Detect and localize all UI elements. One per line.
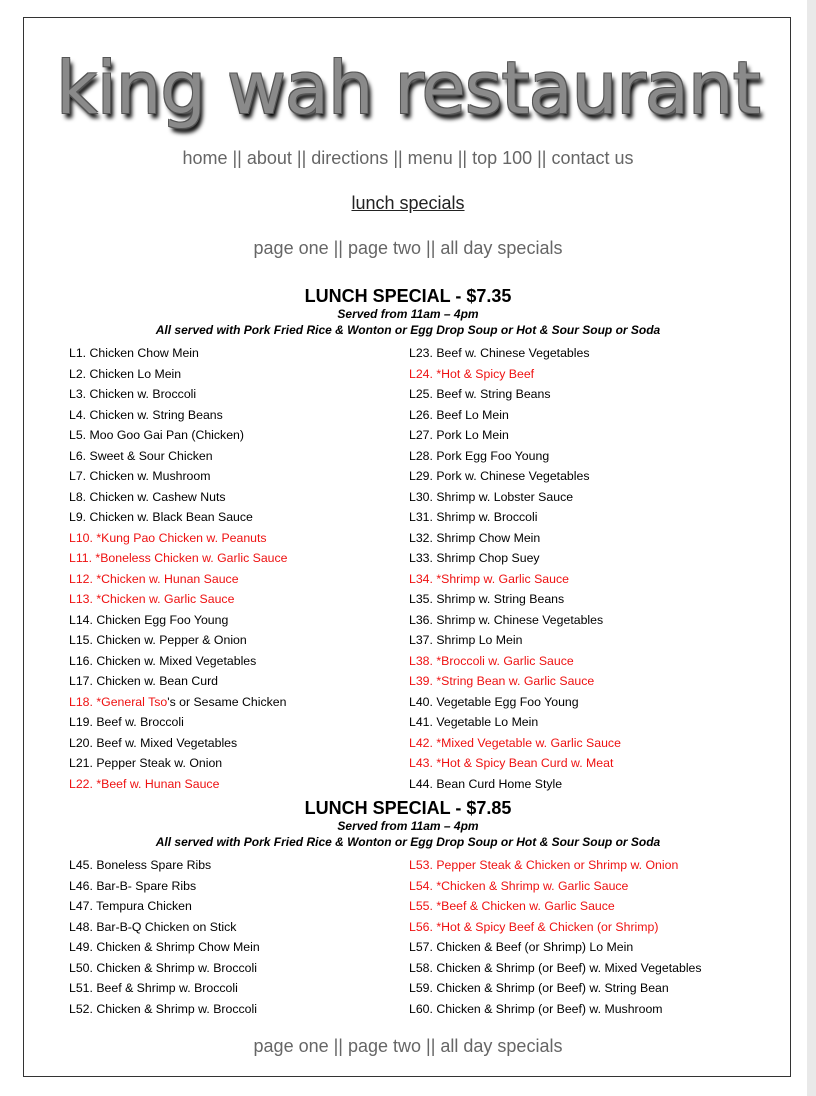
nav-menu-link[interactable]: menu: [407, 148, 453, 168]
menu-item: L10. *Kung Pao Chicken w. Peanuts: [69, 530, 267, 545]
menu-item: L26. Beef Lo Mein: [409, 407, 509, 422]
menu-item: L23. Beef w. Chinese Vegetables: [409, 346, 590, 360]
menu-item: L30. Shrimp w. Lobster Sauce: [409, 489, 574, 504]
menu-item: L17. Chicken w. Bean Curd: [69, 674, 219, 688]
menu-item: L8. Chicken w. Cashew Nuts: [69, 489, 226, 504]
pager-separator: ||: [328, 238, 348, 258]
menu-item: L50. Chicken & Shrimp w. Broccoli: [69, 960, 257, 975]
menu-list-right-735: [409, 343, 621, 794]
lunch-specials-link[interactable]: lunch specials: [351, 193, 465, 213]
menu-item: L37. Shrimp Lo Mein: [409, 633, 523, 647]
menu-item: L53. Pepper Steak & Chicken or Shrimp w. Onion: [409, 858, 679, 872]
menu-item: L48. Bar-B-Q Chicken on Stick: [69, 919, 237, 934]
menu-item: L56. *Hot & Spicy Beef & Chicken (or Shrimp): [409, 919, 659, 934]
menu-item: L7. Chicken w. Mushroom: [69, 469, 211, 483]
all-day-specials-link[interactable]: all day specials: [440, 1036, 563, 1056]
page-frame: [23, 17, 791, 1077]
menu-item-rest: 's or Sesame Chicken: [167, 694, 287, 709]
menu-list-left-735: [69, 343, 288, 794]
menu-item: L2. Chicken Lo Mein: [69, 366, 182, 381]
menu-item: L25. Beef w. String Beans: [409, 387, 551, 401]
nav-separator: ||: [388, 148, 408, 168]
menu-item: L36. Shrimp w. Chinese Vegetables: [409, 612, 604, 627]
nav-separator: ||: [291, 148, 312, 168]
menu-item: L52. Chicken & Shrimp w. Broccoli: [69, 1001, 257, 1016]
menu-item: L57. Chicken & Beef (or Shrimp) Lo Mein: [409, 940, 634, 954]
nav-home-link[interactable]: home: [182, 148, 228, 168]
menu-item: L59. Chicken & Shrimp (or Beef) w. String Bean: [409, 981, 669, 995]
menu-item: L28. Pork Egg Foo Young: [409, 448, 550, 463]
menu-item: L19. Beef w. Broccoli: [69, 715, 184, 729]
page-one-link[interactable]: page one: [253, 1036, 329, 1056]
pager-separator: ||: [421, 1036, 441, 1056]
nav-separator: ||: [227, 148, 247, 168]
menu-item: L3. Chicken w. Broccoli: [69, 387, 197, 401]
menu-item: L33. Shrimp Chop Suey: [409, 551, 540, 565]
menu-item: L31. Shrimp w. Broccoli: [409, 510, 538, 524]
nav-separator: ||: [532, 148, 552, 168]
menu-item: L55. *Beef & Chicken w. Garlic Sauce: [409, 899, 615, 913]
menu-item: L40. Vegetable Egg Foo Young: [409, 694, 579, 709]
menu-item: L20. Beef w. Mixed Vegetables: [69, 735, 238, 750]
menu-item: L35. Shrimp w. String Beans: [409, 592, 565, 606]
section-includes: All served with Pork Fried Rice & Wonton or Egg Drop Soup or Hot & Sour Soup or Soda: [155, 323, 661, 337]
menu-item: L6. Sweet & Sour Chicken: [69, 448, 213, 463]
menu-item: L54. *Chicken & Shrimp w. Garlic Sauce: [409, 878, 629, 893]
section-title: LUNCH SPECIAL - $7.35: [304, 286, 512, 306]
nav-separator: ||: [452, 148, 473, 168]
all-day-specials-link[interactable]: all day specials: [440, 238, 563, 258]
menu-item: L34. *Shrimp w. Garlic Sauce: [409, 571, 569, 586]
menu-item: L13. *Chicken w. Garlic Sauce: [69, 592, 235, 606]
menu-item: L42. *Mixed Vegetable w. Garlic Sauce: [409, 735, 621, 750]
subnav: [24, 193, 792, 214]
menu-item: L45. Boneless Spare Ribs: [69, 858, 212, 872]
menu-item: L22. *Beef w. Hunan Sauce: [69, 776, 220, 791]
menu-item: L5. Moo Goo Gai Pan (Chicken): [69, 428, 244, 442]
pager-separator: ||: [421, 238, 441, 258]
page-one-link[interactable]: page one: [253, 238, 329, 258]
menu-item: L60. Chicken & Shrimp (or Beef) w. Mushroom: [409, 1001, 663, 1016]
menu-item: L15. Chicken w. Pepper & Onion: [69, 633, 247, 647]
menu-item: L29. Pork w. Chinese Vegetables: [409, 469, 590, 483]
section-header-735: [24, 286, 792, 338]
menu-item: L44. Bean Curd Home Style: [409, 776, 563, 791]
scrollbar-track[interactable]: [807, 0, 816, 1096]
nav-top100-link[interactable]: top 100: [472, 148, 533, 168]
page-two-link[interactable]: page two: [347, 1036, 422, 1056]
section-header-785: [24, 798, 792, 850]
site-logo[interactable]: king wah restaurant: [56, 46, 760, 130]
menu-item: L39. *String Bean w. Garlic Sauce: [409, 674, 595, 688]
main-nav: [24, 148, 792, 169]
section-served-hours: Served from 11am – 4pm: [337, 307, 479, 321]
nav-contact-link[interactable]: contact us: [551, 148, 634, 168]
menu-item: L27. Pork Lo Mein: [409, 428, 509, 442]
menu-item: L32. Shrimp Chow Mein: [409, 530, 541, 545]
menu-item: L38. *Broccoli w. Garlic Sauce: [409, 653, 574, 668]
menu-item: L1. Chicken Chow Mein: [69, 346, 199, 360]
menu-item: L9. Chicken w. Black Bean Sauce: [69, 510, 253, 524]
section-title: LUNCH SPECIAL - $7.85: [304, 798, 512, 818]
menu-item: L14. Chicken Egg Foo Young: [69, 612, 229, 627]
menu-item-spicy-part: L18. *General Tso: [69, 694, 168, 709]
menu-item: L43. *Hot & Spicy Bean Curd w. Meat: [409, 756, 614, 770]
menu-item: L58. Chicken & Shrimp (or Beef) w. Mixed Vegetables: [409, 960, 702, 975]
page-two-link[interactable]: page two: [347, 238, 422, 258]
menu-item: L51. Beef & Shrimp w. Broccoli: [69, 981, 238, 995]
menu-item: L12. *Chicken w. Hunan Sauce: [69, 571, 239, 586]
menu-item: L46. Bar-B- Spare Ribs: [69, 878, 197, 893]
menu-item: L21. Pepper Steak w. Onion: [69, 756, 223, 770]
menu-item: L47. Tempura Chicken: [69, 899, 192, 913]
menu-list-right-785: [409, 855, 702, 1019]
nav-directions-link[interactable]: directions: [311, 148, 389, 168]
menu-item: L41. Vegetable Lo Mein: [409, 715, 539, 729]
menu-item: L4. Chicken w. String Beans: [69, 407, 223, 422]
section-served-hours: Served from 11am – 4pm: [337, 819, 479, 833]
menu-item: L16. Chicken w. Mixed Vegetables: [69, 653, 257, 668]
pager-separator: ||: [328, 1036, 348, 1056]
menu-item: L49. Chicken & Shrimp Chow Mein: [69, 940, 260, 954]
page-nav-top: [24, 238, 792, 259]
menu-list-left-785: [69, 855, 260, 1019]
menu-item: L11. *Boneless Chicken w. Garlic Sauce: [69, 551, 288, 565]
nav-about-link[interactable]: about: [246, 148, 292, 168]
page-nav-bottom: [24, 1036, 792, 1057]
menu-item: L24. *Hot & Spicy Beef: [409, 366, 535, 381]
menu-item: [69, 692, 288, 713]
section-includes: All served with Pork Fried Rice & Wonton or Egg Drop Soup or Hot & Sour Soup or Soda: [155, 835, 661, 849]
